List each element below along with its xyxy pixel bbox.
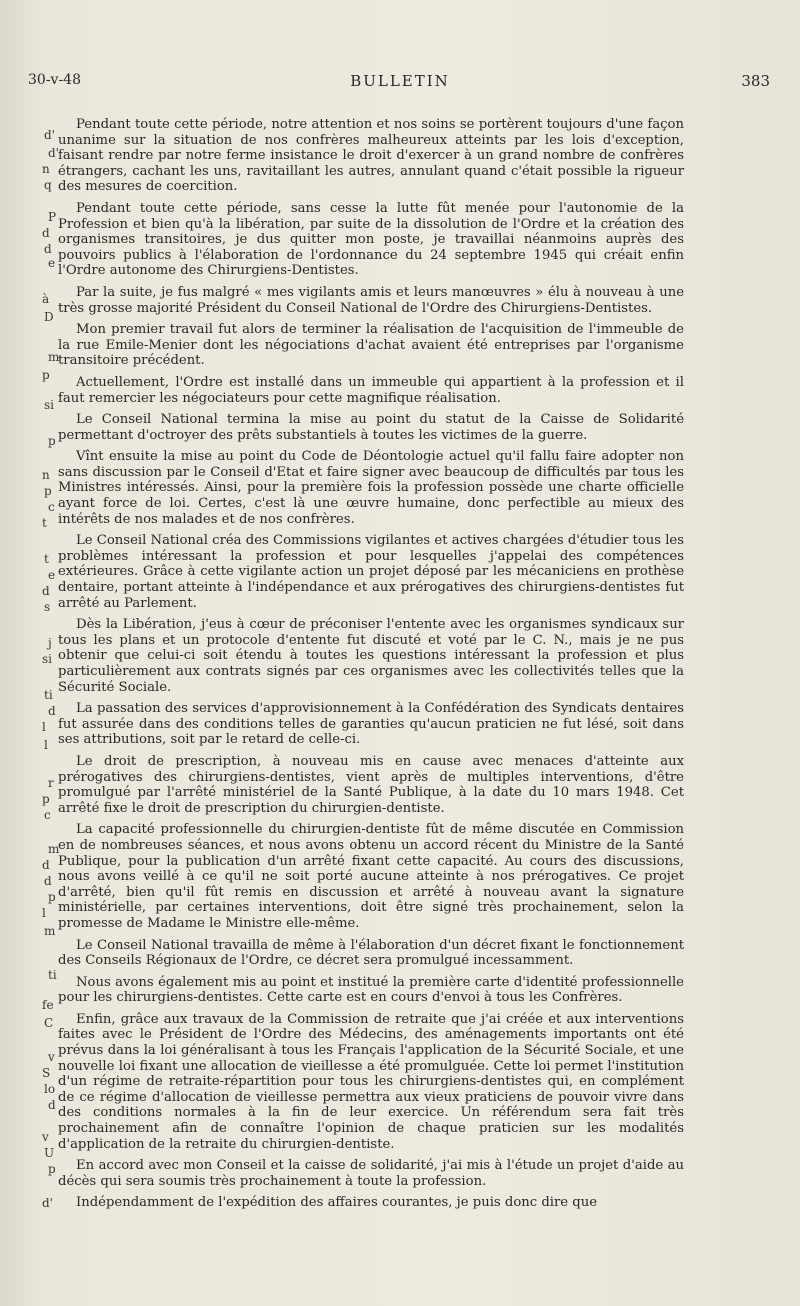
header-title: BULLETIN [350, 72, 450, 90]
margin-fragment: v [42, 1130, 49, 1144]
margin-fragment: p [44, 484, 52, 498]
body-text [58, 117, 684, 1217]
margin-fragment: ti [44, 688, 53, 702]
paragraph: La passation des services d'approvisionnement à la Confédération des Syndicats dentaires fut assurée dans des conditions telles de garanties qu'aucun praticien ne fut lésé, soit dans ses attributions, soit par le retard de celle-ci. [58, 701, 684, 748]
paragraph: Nous avons également mis au point et institué la première carte d'identité professionnelle pour les chirurgiens-dentistes. Cette carte est en cours d'envoi à tous les Confrères. [58, 974, 684, 1006]
paragraph: Le Conseil National travailla de même à l'élaboration d'un décret fixant le fonctionnement des Conseils Régionaux de l'Ordre, ce décret sera promulgué incessamment. [58, 937, 684, 969]
margin-fragment: C [44, 1016, 54, 1030]
paragraph: Le Conseil National créa des Commissions vigilantes et actives chargées d'étudier tous les problèmes intéressant la profession et pour lesquelles j'appelai des compétences extérieures. Grâce à cette vigilante action un projet déposé par les mécaniciens en prothèse dentaire, portant atteinte à l'indépendance et aux prérogatives des chirurgiens-dentistes fut arrêté au Parlement. [58, 533, 684, 611]
margin-fragment: l [42, 720, 46, 734]
margin-fragment: e [48, 568, 56, 582]
margin-fragment: d [42, 226, 50, 240]
margin-fragment: n [42, 162, 50, 176]
margin-fragment: t [44, 552, 49, 566]
margin-fragment: d [48, 1098, 56, 1112]
margin-fragment: D [44, 310, 54, 324]
paragraph: Vînt ensuite la mise au point du Code de Déontologie actuel qu'il fallu faire adopter non sans discussion par le Conseil d'Etat et faire signer avec beaucoup de difficultés par tous les Ministres intéressés. Ainsi, pour la première fois la profession possède une charte officielle ayant force de loi. Certes, c'est là une œuvre humaine, donc perfectible au mieux des intérêts de nos malades et de nos confrères. [58, 449, 684, 527]
margin-fragment: si [44, 398, 54, 412]
margin-fragment: t [42, 516, 47, 530]
paragraph: Indépendamment de l'expédition des affaires courantes, je puis donc dire que [76, 1195, 598, 1211]
margin-fragment: ti [48, 968, 57, 982]
margin-fragment: d' [48, 146, 59, 160]
margin-fragment: l [44, 738, 48, 752]
margin-fragment: p [42, 792, 50, 806]
paragraph: Pendant toute cette période, notre attention et nos soins se portèrent toujours d'une façon unanime sur la situation de nos confrères malheureux atteints par les lois d'exception, faisant rendre par notre ferme insistance le droit d'exercer à un grand nombre de confrères étrangers, cachant les uns, ravitaillant les autres, annulant quand c'était possible la rigueur des mesures de coercition. [58, 117, 684, 195]
margin-fragment: d [44, 242, 52, 256]
paragraph: Actuellement, l'Ordre est installé dans un immeuble qui appartient à la profession et il faut remercier les négociateurs pour cette magnifique réalisation. [58, 374, 684, 406]
margin-fragment: m [48, 842, 60, 856]
paragraph: En accord avec mon Conseil et la caisse de solidarité, j'ai mis à l'étude un projet d'aide au décès qui sera soumis très prochainement à toute la profession. [58, 1158, 684, 1189]
margin-fragment: d' [42, 1196, 53, 1210]
margin-fragment: m [44, 924, 56, 938]
margin-fragment: n [42, 468, 50, 482]
paragraph: Enfin, grâce aux travaux de la Commission de retraite que j'ai créée et aux interventions faites avec le Président de l'Ordre des Médecins, des aménagements importants ont été prévus dans la loi généralisant à tous les Français l'application de la Sécurité Sociale, et une nouvelle loi fixant une allocation de vieillesse a été promulguée. Cette loi permet l'institution d'un régime de retraite-répartition pour tous les chirurgiens-dentistes qui, en complément de ce régime d'allocation de vieillesse permettra aux vieux praticiens de pouvoir vivre dans des conditions normales à la fin de leur exercice. Un référendum sera fait très prochainement afin de connaître l'opinion de chaque praticien sur les modalités d'application de la retraite du chirurgien-dentiste. [58, 1011, 684, 1152]
margin-fragment: lo [44, 1082, 56, 1096]
paragraph: Dès la Libération, j'eus à cœur de préconiser l'entente avec les organismes syndicaux sur tous les plans et un protocole d'entente fut discuté et voté par le C. N., mais je ne pus obtenir que celui-ci soit étendu à toutes les questions intéressant la profession et plus particulièrement aux contrats signés par ces organismes avec les collectivités telles que la Sécurité Sociale. [58, 617, 684, 695]
margin-fragment: c [44, 808, 51, 822]
margin-fragment: v [48, 1050, 55, 1064]
margin-fragment: c [48, 500, 55, 514]
margin-fragment: d [48, 704, 56, 718]
paragraph: La capacité professionnelle du chirurgien-dentiste fût de même discutée en Commission en de nombreuses séances, et nous avons obtenu un accord récent du Ministre de la Santé Publique, pour la publication d'un arrêté fixant cette capacité. Au cours des discussions, nous avons veillé à ce qu'il ne soit porté aucune atteinte à nos prérogatives. Ce projet d'arrêté, bien qu'il fût remis en discussion et arrêté à nouveau avant la signature ministérielle, par certaines interventions, doit être signé très prochainement, selon la promesse de Madame le Ministre elle-même. [58, 822, 684, 931]
margin-fragment: r [48, 776, 54, 790]
margin-fragment: fe [42, 998, 54, 1012]
margin-fragment: U [44, 1146, 55, 1160]
paragraph: Par la suite, je fus malgré « mes vigilants amis et leurs manœuvres » élu à nouveau à une très grosse majorité Président du Conseil National de l'Ordre des Chirurgiens-Dentistes. [58, 284, 684, 316]
paragraph: Le droit de prescription, à nouveau mis en cause avec menaces d'atteinte aux prérogatives des chirurgiens-dentistes, vient après de multiples interventions, d'être promulgué par l'arrêté ministériel de la Santé Publique, à la date du 10 mars 1948. Cet arrêté fixe le droit de prescription du chirurgien-dentiste. [58, 753, 684, 816]
paragraph: Mon premier travail fut alors de terminer la réalisation de l'acquisition de l'immeuble de la rue Emile-Menier dont les négociations d'achat avaient été entreprises par l'organisme transitoire précédent. [58, 322, 684, 369]
margin-fragment: j [48, 636, 52, 650]
margin-fragment: p [48, 1162, 56, 1176]
margin-fragment: S [42, 1066, 51, 1080]
margin-fragment: si [42, 652, 52, 666]
margin-fragment: à [42, 292, 50, 306]
margin-fragment: e [48, 256, 56, 270]
margin-fragment: d [42, 584, 50, 598]
paragraph: Le Conseil National termina la mise au point du statut de la Caisse de Solidarité permettant d'octroyer des prêts substantiels à toutes les victimes de la guerre. [58, 412, 684, 443]
margin-fragment: l [42, 906, 46, 920]
margin-fragment: p [48, 890, 56, 904]
left-margin-fragments [0, 0, 58, 1306]
paragraph: Pendant toute cette période, sans cesse la lutte fût menée pour l'autonomie de la Profession et bien qu'à la libération, par suite de la dissolution de l'Ordre et la création des organismes transitoires, je dus quitter mon poste, je travaillai néanmoins auprès des pouvoirs publics à l'élaboration de l'ordonnance du 24 septembre 1945 qui créait enfin l'Ordre autonome des Chirurgiens-Dentistes. [58, 200, 684, 279]
margin-fragment: p [42, 368, 50, 382]
page-number: 383 [741, 72, 770, 90]
margin-fragment: d [44, 874, 52, 888]
header-date: 30-v-48 [28, 72, 81, 88]
margin-fragment: s [44, 600, 51, 614]
page-header [0, 72, 800, 94]
margin-fragment: q [44, 178, 52, 192]
margin-fragment: d [42, 858, 50, 872]
margin-fragment: d' [44, 128, 55, 142]
margin-fragment: P [48, 210, 57, 224]
margin-fragment: m [48, 350, 60, 364]
margin-fragment: p [48, 434, 56, 448]
